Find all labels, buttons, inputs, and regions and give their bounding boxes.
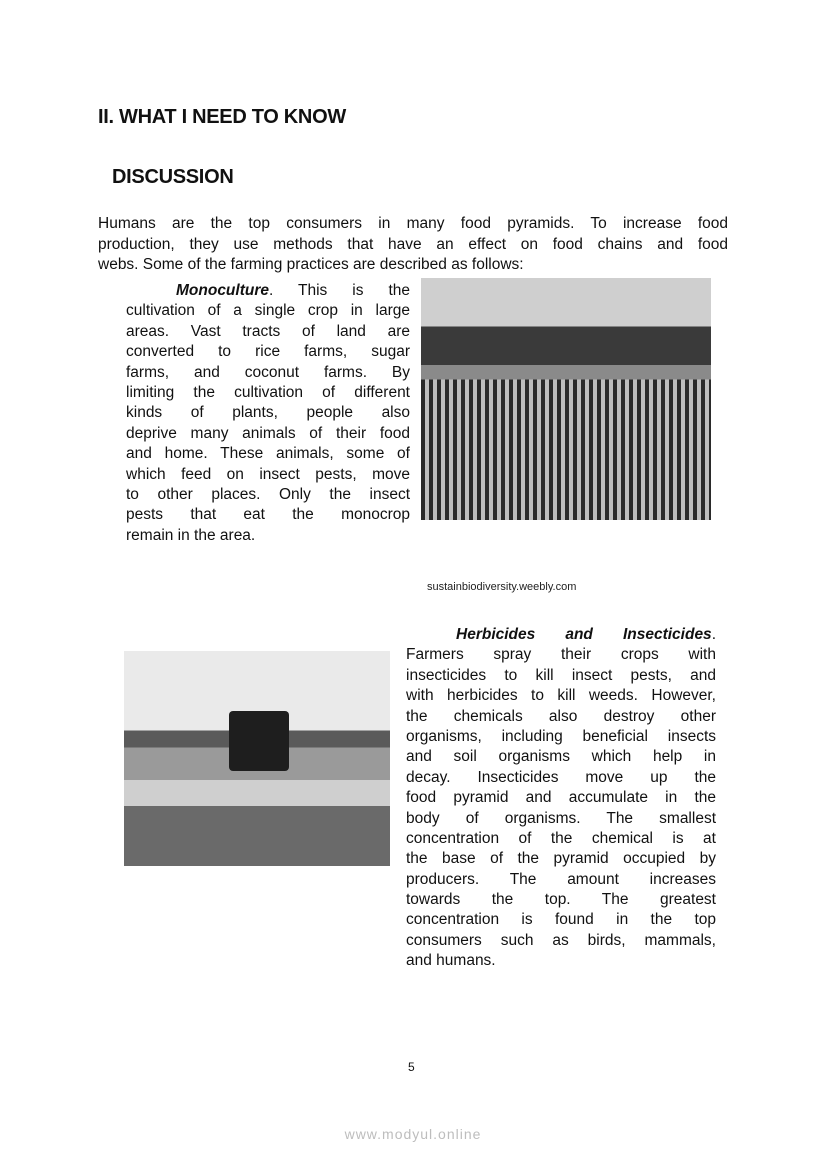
text-line: Humans are the top consumers in many food pyramids. To increase food bbox=[98, 215, 728, 232]
text-line: to other places. Only the insect bbox=[126, 485, 410, 503]
text-line: the chemicals also destroy other bbox=[406, 707, 716, 725]
text-line: pests that eat the monocrop bbox=[126, 506, 410, 524]
page-number: 5 bbox=[408, 1060, 415, 1074]
term-monoculture: Monoculture bbox=[176, 282, 269, 299]
text-fragment: . This is the bbox=[269, 282, 410, 299]
text-line: consumers such as birds, mammals, bbox=[406, 931, 716, 949]
text-line: organisms, including beneficial insects bbox=[406, 727, 716, 745]
text-line: farms, and coconut farms. By bbox=[126, 363, 410, 381]
text-line: Farmers spray their crops with bbox=[406, 646, 716, 664]
image-caption: sustainbiodiversity.weebly.com bbox=[427, 581, 577, 593]
discussion-heading: DISCUSSION bbox=[112, 166, 234, 188]
text-line: cultivation of a single crop in large bbox=[126, 302, 410, 320]
herbicides-paragraph bbox=[406, 625, 716, 972]
text-line: kinds of plants, people also bbox=[126, 404, 410, 422]
text-line: webs. Some of the farming practices are described as follows: bbox=[98, 256, 524, 273]
term-herbicides: Herbicides and Insecticides bbox=[456, 626, 712, 643]
text-line: and home. These animals, some of bbox=[126, 445, 410, 463]
text-line: producers. The amount increases bbox=[406, 870, 716, 888]
text-line: production, they use methods that have an effect on food chains and food bbox=[98, 235, 728, 253]
text-line: remain in the area. bbox=[126, 526, 256, 544]
tractor-spraying-photo bbox=[124, 651, 390, 866]
text-line bbox=[406, 625, 716, 645]
text-line: limiting the cultivation of different bbox=[126, 383, 410, 401]
text-line: converted to rice farms, sugar bbox=[126, 343, 410, 361]
text-line: concentration is found in the top bbox=[406, 911, 716, 929]
text-line: deprive many animals of their food bbox=[126, 424, 410, 442]
text-line: which feed on insect pests, move bbox=[126, 465, 410, 483]
text-fragment: . bbox=[711, 626, 716, 643]
watermark: www.modyul.online bbox=[344, 1126, 482, 1142]
text-line: decay. Insecticides move up the bbox=[406, 768, 716, 786]
text-line: food pyramid and accumulate in the bbox=[406, 789, 716, 807]
text-line: and soil organisms which help in bbox=[406, 748, 716, 766]
text-line bbox=[126, 281, 410, 301]
tractor-shape bbox=[229, 711, 289, 771]
text-line: concentration of the chemical is at bbox=[406, 829, 716, 847]
text-line: body of organisms. The smallest bbox=[406, 809, 716, 827]
text-line: towards the top. The greatest bbox=[406, 891, 716, 909]
section-heading: II. WHAT I NEED TO KNOW bbox=[98, 106, 346, 128]
text-line: areas. Vast tracts of land are bbox=[126, 322, 410, 340]
monoculture-field-photo bbox=[421, 278, 711, 520]
text-line: with herbicides to kill weeds. However, bbox=[406, 687, 716, 705]
monoculture-paragraph bbox=[126, 281, 410, 546]
text-line: the base of the pyramid occupied by bbox=[406, 850, 716, 868]
intro-paragraph bbox=[98, 214, 728, 276]
text-line: insecticides to kill insect pests, and bbox=[406, 666, 716, 684]
text-line: and humans. bbox=[406, 952, 496, 970]
